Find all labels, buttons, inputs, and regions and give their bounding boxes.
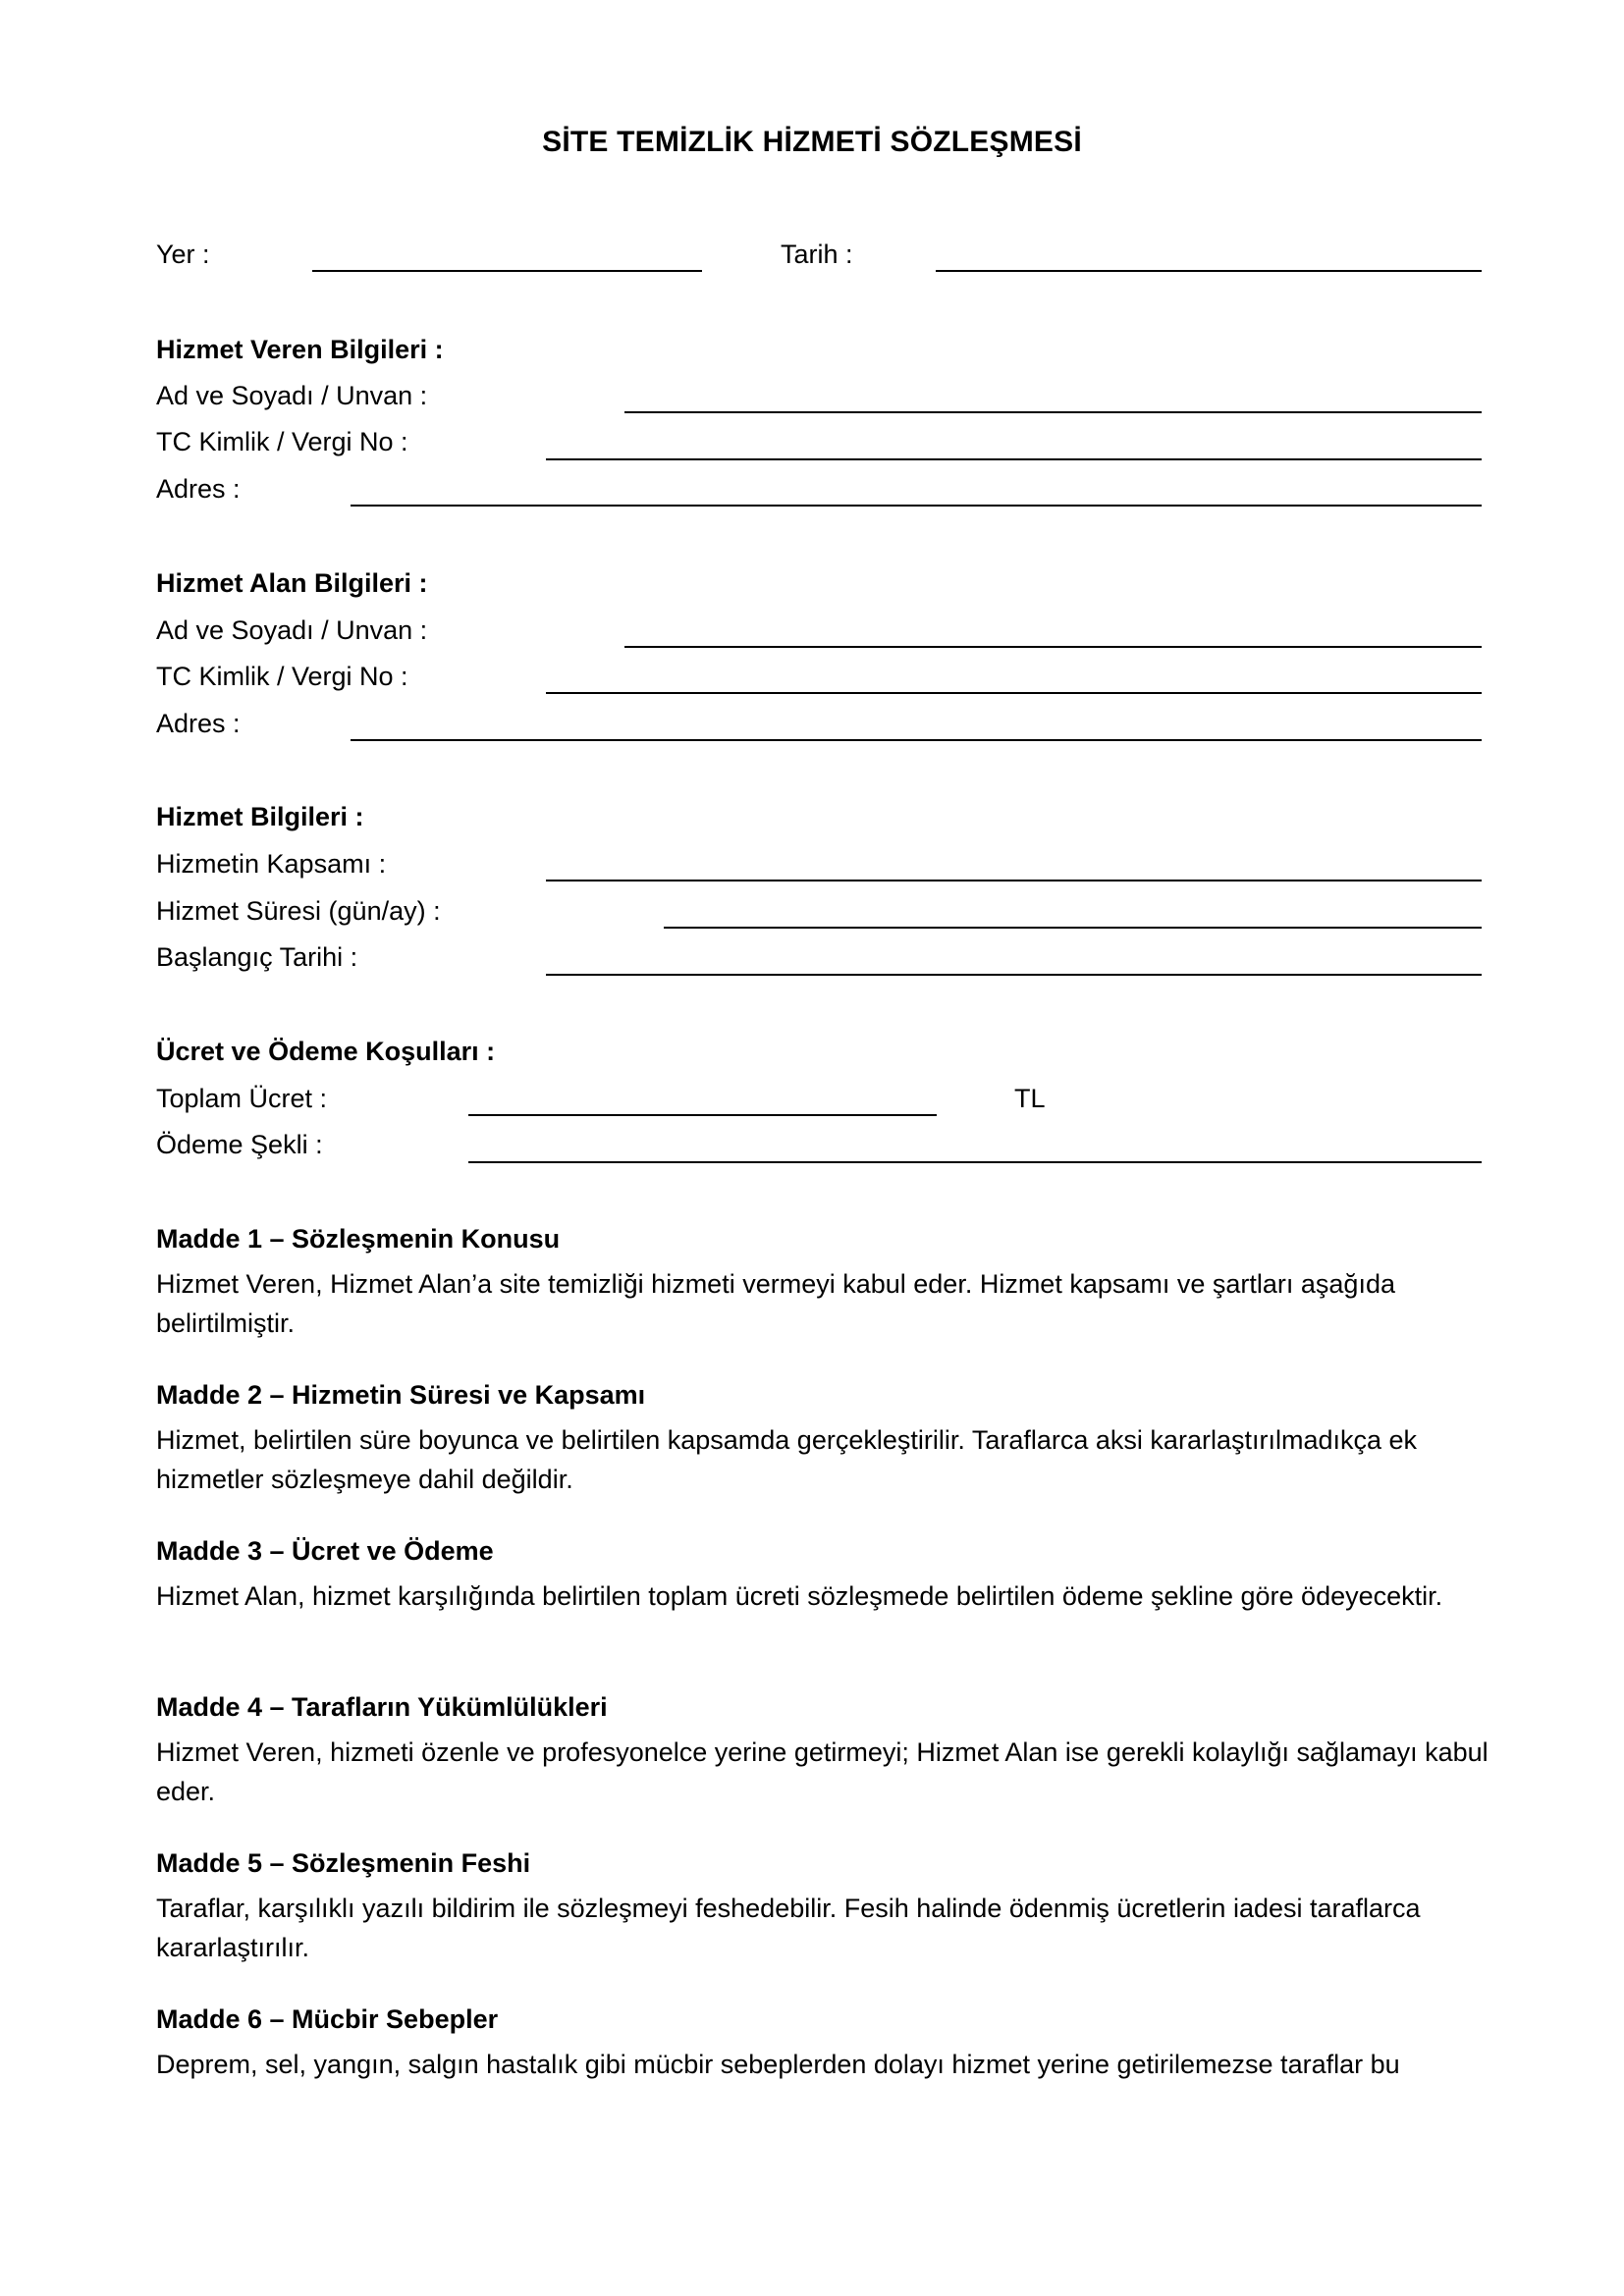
client-id-label: TC Kimlik / Vergi No :	[156, 662, 408, 691]
client-address-field-line[interactable]	[351, 739, 1482, 741]
article-1-text: Hizmet Veren, Hizmet Alan’a site temizliği hizmeti vermeyi kabul eder. Hizmet kapsamı ve şartları aşağıda belirtilmiştir.	[156, 1269, 1395, 1338]
client-name-label: Ad ve Soyadı / Unvan :	[156, 615, 428, 645]
article-1-heading: Madde 1 – Sözleşmenin Konusu	[156, 1224, 561, 1254]
client-address-label: Adres :	[156, 709, 241, 738]
provider-name-field-line[interactable]	[624, 411, 1482, 413]
provider-heading: Hizmet Veren Bilgileri :	[156, 335, 444, 364]
service-scope-label: Hizmetin Kapsamı :	[156, 849, 387, 879]
date-field-line[interactable]	[936, 270, 1482, 272]
client-name-field-line[interactable]	[624, 646, 1482, 648]
service-start-field-line[interactable]	[546, 974, 1482, 976]
payment-total-field-line[interactable]	[468, 1114, 937, 1116]
payment-method-field-line[interactable]	[468, 1161, 1482, 1163]
article-3-heading: Madde 3 – Ücret ve Ödeme	[156, 1536, 494, 1566]
provider-address-field-line[interactable]	[351, 505, 1482, 507]
article-3-text: Hizmet Alan, hizmet karşılığında belirtilen toplam ücreti sözleşmede belirtilen ödeme şekline göre ödeyecektir.	[156, 1581, 1443, 1611]
client-heading: Hizmet Alan Bilgileri :	[156, 568, 428, 598]
service-heading: Hizmet Bilgileri :	[156, 802, 364, 831]
date-label: Tarih :	[781, 240, 853, 269]
article-6-heading: Madde 6 – Mücbir Sebepler	[156, 2004, 499, 2034]
service-scope-field-line[interactable]	[546, 880, 1482, 881]
provider-id-label: TC Kimlik / Vergi No :	[156, 427, 408, 456]
payment-heading: Ücret ve Ödeme Koşulları :	[156, 1037, 496, 1066]
provider-name-label: Ad ve Soyadı / Unvan :	[156, 381, 428, 410]
payment-method-label: Ödeme Şekli :	[156, 1130, 323, 1159]
provider-address-label: Adres :	[156, 474, 241, 504]
service-duration-label: Hizmet Süresi (gün/ay) :	[156, 896, 441, 926]
place-field-line[interactable]	[312, 270, 702, 272]
document-title: SİTE TEMİZLİK HİZMETİ SÖZLEŞMESİ	[542, 126, 1082, 158]
service-duration-field-line[interactable]	[664, 927, 1482, 929]
payment-currency: TL	[1014, 1084, 1046, 1113]
client-id-field-line[interactable]	[546, 692, 1482, 694]
article-2-heading: Madde 2 – Hizmetin Süresi ve Kapsamı	[156, 1380, 646, 1410]
article-5-heading: Madde 5 – Sözleşmenin Feshi	[156, 1848, 531, 1878]
payment-total-label: Toplam Ücret :	[156, 1084, 328, 1113]
article-4-heading: Madde 4 – Tarafların Yükümlülükleri	[156, 1692, 608, 1722]
service-start-label: Başlangıç Tarihi :	[156, 942, 358, 972]
provider-id-field-line[interactable]	[546, 458, 1482, 460]
article-5-text: Taraflar, karşılıklı yazılı bildirim ile sözleşmeyi feshedebilir. Fesih halinde ödenmiş ücretlerin iadesi taraflarca kararlaştırılır.	[156, 1894, 1421, 1962]
article-6-text: Deprem, sel, yangın, salgın hastalık gibi mücbir sebeplerden dolayı hizmet yerine getirilemezse taraflar bu	[156, 2050, 1400, 2079]
place-label: Yer :	[156, 240, 210, 269]
article-2-text: Hizmet, belirtilen süre boyunca ve belirtilen kapsamda gerçekleştirilir. Taraflarca aksi kararlaştırılmadıkça ek hizmetler sözleşmeye dahil değildir.	[156, 1425, 1418, 1494]
article-4-text: Hizmet Veren, hizmeti özenle ve profesyonelce yerine getirmeyi; Hizmet Alan ise gerekli kolaylığı sağlamayı kabul eder.	[156, 1737, 1489, 1806]
